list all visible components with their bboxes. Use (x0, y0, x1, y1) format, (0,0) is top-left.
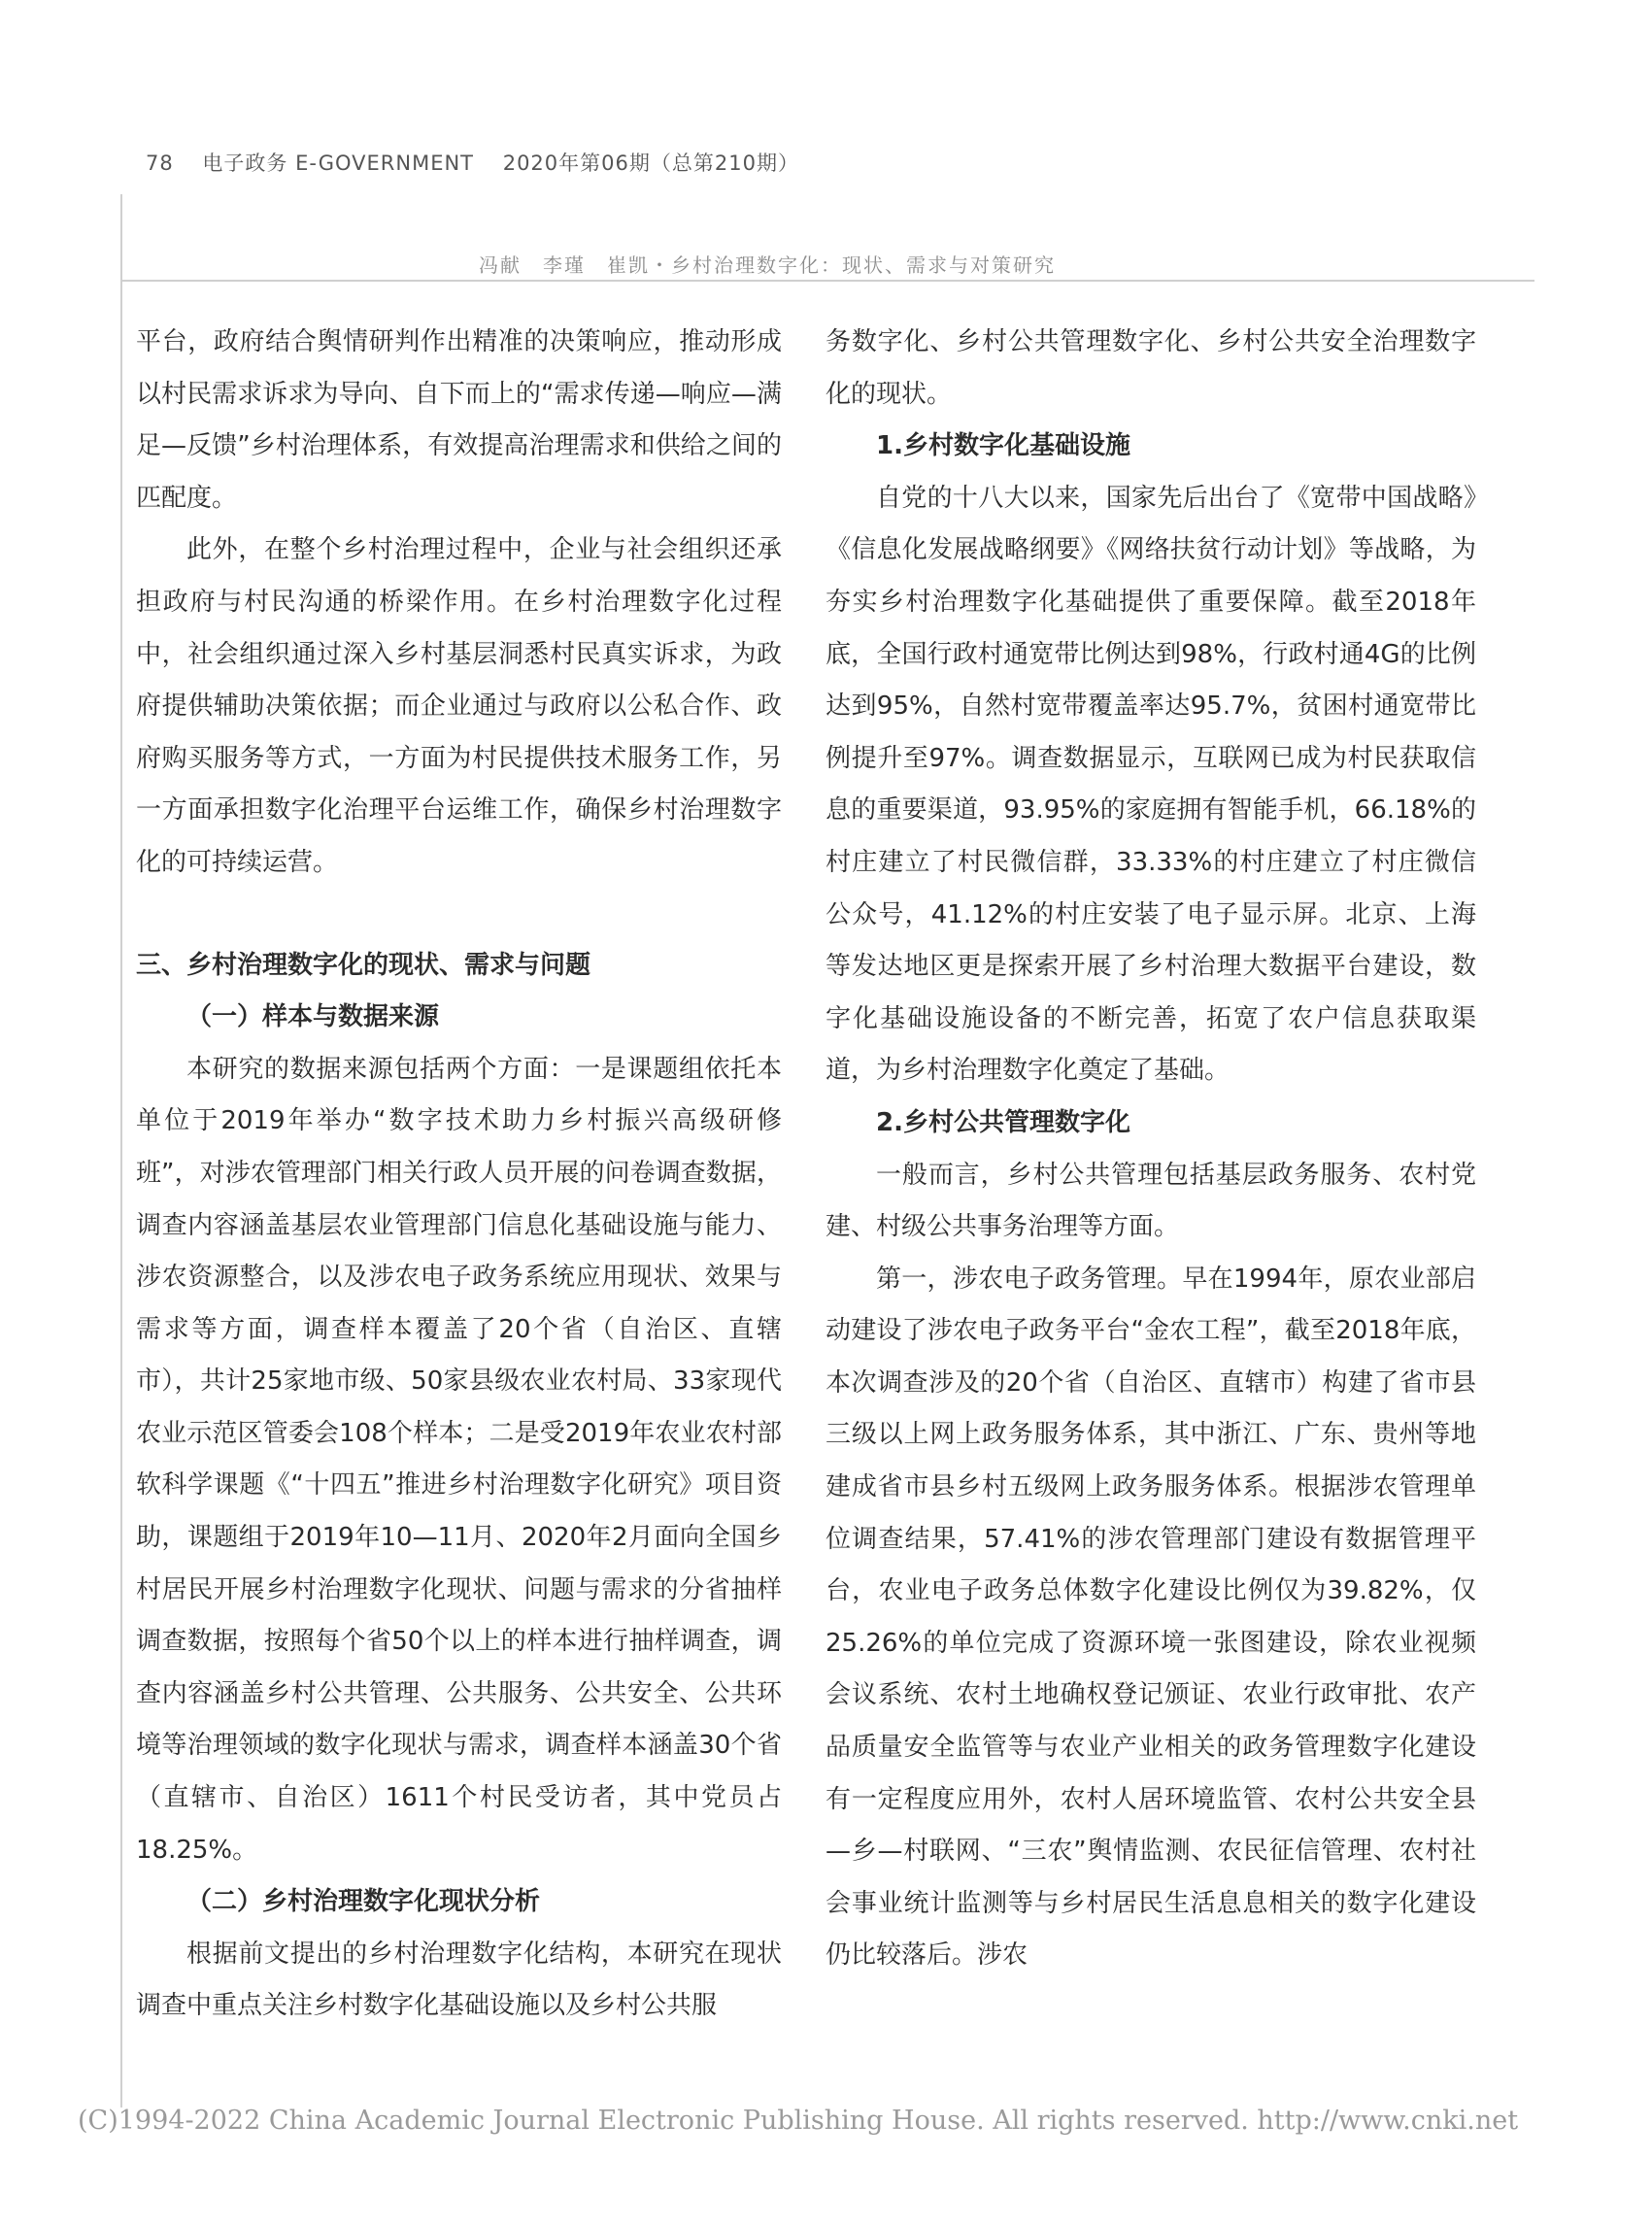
page-number: 78 (146, 152, 174, 175)
subsection-heading: 2.乡村公共管理数字化 (876, 1107, 1130, 1137)
page-header (146, 148, 821, 177)
paragraph: 此外，在整个乡村治理过程中，企业与社会组织还承担政府与村民沟通的桥梁作用。在乡村治理数字化过程中，社会组织通过深入乡村基层洞悉村民真实诉求，为政府提供辅助决策依据；而企业通过与政府以公私合作、政府购买服务等方式，一方面为村民提供技术服务工作，另一方面承担数字化治理平台运维工作，确保乡村治理数字化的可持续运营。 (136, 535, 782, 877)
paragraph: 一般而言，乡村公共管理包括基层政务服务、农村党建、村级公共事务治理等方面。 (826, 1160, 1476, 1242)
paragraph: 本研究的数据来源包括两个方面：一是课题组依托本单位于2019年举办“数字技术助力乡村振兴高级研修班”，对涉农管理部门相关行政人员开展的问卷调查数据，调查内容涵盖基层农业管理部门信息化基础设施与能力、涉农资源整合，以及涉农电子政务系统应用现状、效果与需求等方面，调查样本覆盖了20个省（自治区、直辖市），共计25家地市级、50家县级农业农村局、33家现代农业示范区管委会108个样本；二是受2019年农业农村部软科学课题《“十四五”推进乡村治理数字化研究》项目资助，课题组于2019年10—11月、2020年2月面向全国乡村居民开展乡村治理数字化现状、问题与需求的分省抽样调查数据，按照每个省50个以上的样本进行抽样调查，调查内容涵盖乡村公共管理、公共服务、公共安全、公共环境等治理领域的数字化现状与需求，调查样本涵盖30个省（直辖市、自治区）1611个村民受访者，其中党员占18.25%。 (136, 1054, 782, 1865)
journal-name: 电子政务 E-GOVERNMENT (202, 152, 475, 175)
paragraph: 根据前文提出的乡村治理数字化结构，本研究在现状调查中重点关注乡村数字化基础设施以及乡村公共服 (136, 1939, 782, 2021)
subsection-heading: 1.乡村数字化基础设施 (876, 431, 1130, 461)
left-column (136, 317, 782, 2033)
paragraph: 第一，涉农电子政务管理。早在1994年，原农业部启动建设了涉农电子政务平台“金农工程”，截至2018年底，本次调查涉及的20个省（自治区、直辖市）构建了省市县三级以上网上政务服务体系，其中浙江、广东、贵州等地建成省市县乡村五级网上政务服务体系。根据涉农管理单位调查结果，57.41%的涉农管理部门建设有数据管理平台，农业电子政务总体数字化建设比例仅为39.82%，仅25.26%的单位完成了资源环境一张图建设，除农业视频会议系统、农村土地确权登记颁证、农业行政审批、农产品质量安全监管等与农业产业相关的政务管理数字化建设有一定程度应用外，农村人居环境监管、农村公共安全县—乡—村联网、“三农”舆情监测、农民征信管理、农村社会事业统计监测等与乡村居民生活息息相关的数字化建设仍比较落后。涉农 (826, 1264, 1476, 1971)
paragraph: 平台，政府结合舆情研判作出精准的决策响应，推动形成以村民需求诉求为导向、自下而上的“需求传递—响应—满足—反馈”乡村治理体系，有效提高治理需求和供给之间的匹配度。 (136, 327, 782, 513)
paragraph: 务数字化、乡村公共管理数字化、乡村公共安全治理数字化的现状。 (826, 327, 1476, 409)
issue-info: 2020年第06期（总第210期） (502, 152, 799, 175)
margin-rule (120, 194, 122, 2108)
subsection-heading: （一）样本与数据来源 (186, 1002, 440, 1032)
right-column (826, 317, 1476, 1982)
header-divider (120, 280, 1534, 282)
copyright-footer: (C)1994-2022 China Academic Journal Electronic Publishing House. All rights reserved. http://www.cnki.net (78, 2106, 1519, 2136)
section-heading: 三、乡村治理数字化的现状、需求与问题 (136, 950, 591, 980)
subsection-heading: （二）乡村治理数字化现状分析 (186, 1887, 541, 1917)
running-head: 冯献 李瑾 崔凯・乡村治理数字化：现状、需求与对策研究 (479, 253, 1056, 277)
paragraph: 自党的十八大以来，国家先后出台了《宽带中国战略》《信息化发展战略纲要》《网络扶贫行动计划》等战略，为夯实乡村治理数字化基础提供了重要保障。截至2018年底，全国行政村通宽带比例达到98%，行政村通4G的比例达到95%，自然村宽带覆盖率达95.7%，贫困村通宽带比例提升至97%。调查数据显示，互联网已成为村民获取信息的重要渠道，93.95%的家庭拥有智能手机，66.18%的村庄建立了村民微信群，33.33%的村庄建立了村庄微信公众号，41.12%的村庄安装了电子显示屏。北京、上海等发达地区更是探索开展了乡村治理大数据平台建设，数字化基础设施设备的不断完善，拓宽了农户信息获取渠道，为乡村治理数字化奠定了基础。 (826, 483, 1476, 1086)
